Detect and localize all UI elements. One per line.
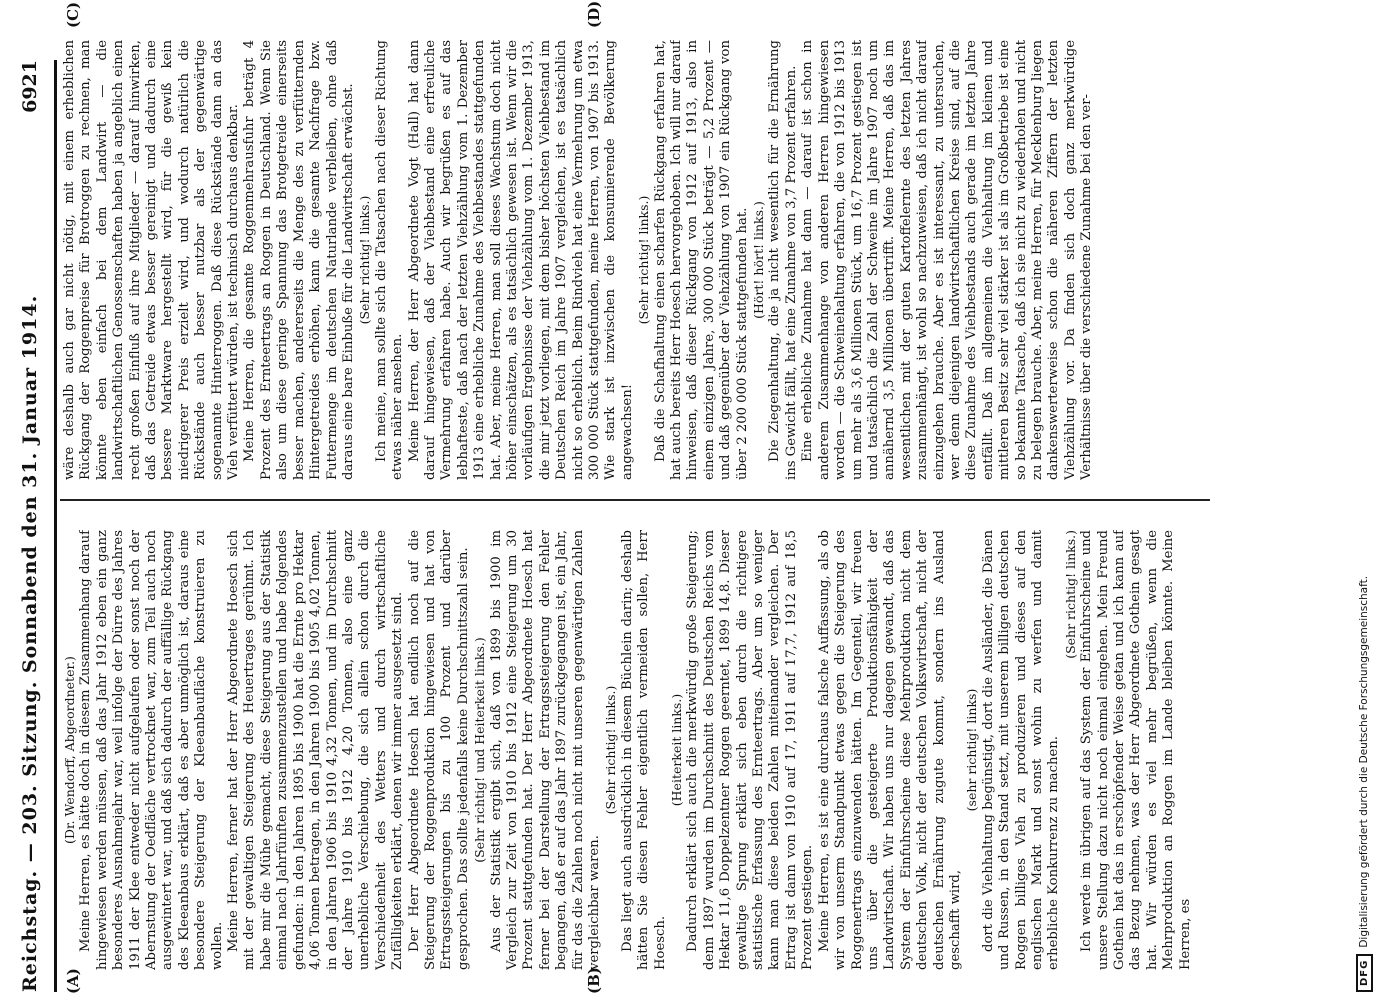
paragraph: Eine erhebliche Zunahme hat dann — darauf ist schon in anderem Zusammenhange von anderen Herren hingewiesen worden — die Schweinehaltung erfahren, die von 1912 bis 1913 um mehr als 3,6 Millionen Stück, um 16,7 Prozent gestiegen ist und tatsächlich die Zahl der Schweine im Jahre 1907 noch um annähernd 3,5 Millionen übertrifft. Meine Herren, daß das im wesentlichen mit der guten Kartoffelernte des letzten Jahres zusammenhängt, ist wohl so nachzuweisen, daß ich nicht darauf einzugehen brauche. Aber es ist interessant, zu untersuchen, wer denn diejenigen landwirtschaftlichen Kreise sind, auf die diese Zunahme des Viehbestands auch gerade im letzten Jahre entfällt. Daß im allgemeinen die Viehhaltung im kleinen und mittleren Besitz sehr viel stärker ist als im Großbetriebe ist eine so bekannte Tatsache, daß ich sie nicht zu wiederholen und nicht zu belegen brauche. Aber, meine Herren, für Mecklenburg liegen dankenswerterweise schon die näheren Ziffern der letzten Viehzählung vor. Da finden sich doch ganz merkwürdige Verhältnisse über die verschiedene Zunahme bei den ver- — [800, 40, 1095, 480]
interjection: (Hört! hört! links.) — [751, 201, 767, 319]
paragraph: Das liegt auch ausdrücklich in diesem Büchlein darin; deshalb hätten Sie diesen Fehler eigentlich vermeiden sollen, Herr Hoesch. — [619, 530, 668, 970]
margin-marker-b: (B) — [585, 967, 603, 994]
header-rule — [54, 60, 57, 992]
paragraph: Meine Herren, ferner hat der Herr Abgeordnete Hoesch sich mit der gewaltigen Steigerung des Heuertrages gerühmt. Ich habe mir die Mühe gemacht, diese Steigerung aus der Statistik einmal nach Jahrfünften zusammenzustellen und habe folgendes gefunden: in den Jahren 1895 bis 1900 hat die Ernte pro Hektar 4,06 Tonnen betragen, in den Jahren 1900 bis 1905 4,02 Tonnen, in den Jahren 1906 bis 1910 4,32 Tonnen, und im Durchschnitt der Jahre 1910 bis 1912 4,20 Tonnen, also eine ganz unerhebliche Verschiebung, die sich allein schon durch die Verschiedenheit des Wetters und durch wirtschaftliche Zufälligkeiten erklärt, denen wir immer ausgesetzt sind. — [226, 530, 406, 970]
page-header — [8, 60, 52, 992]
speaker-tag: (Dr. Wendorff, Abgeordneter.) — [62, 656, 77, 844]
paragraph: Der Herr Abgeordnete Hoesch hat endlich noch auf die Steigerung der Roggenproduktion hingewiesen und hat von Ertragssteigerungen bis zu 100 Prozent und darüber gesprochen. Das sollte jedenfalls keine Durchschnittszahl sein. — [406, 530, 471, 970]
interjection: (Sehr richtig! und Heiterkeit links.) — [472, 637, 488, 863]
interjection: (sehr richtig! links) — [964, 688, 980, 812]
page-number: 6921 — [19, 60, 41, 113]
margin-marker-d: (D) — [585, 0, 603, 28]
paragraph: Meine Herren, die gesamte Roggenmehrausfuhr beträgt 4 Prozent des Ernteertrags an Roggen in Deutschland. Wenn Sie also um diese geringe Spannung das Brotgetreide einerseits besser machen, andererseits die Menge des zu verfütternden Hintergetreides erhöhen, kann die gesamte Nachfrage bzw. Futtermenge im deutschen Naturlande verbleiben, ohne daß daraus eine bare Einbuße für die Landwirtschaft erwächst. — [242, 40, 356, 480]
paragraph: Meine Herren, es ist eine durchaus falsche Auffassung, als ob wir von unserm Standpunkt etwas gegen die Steigerung des Roggenertrags einzuwenden hätten. Im Gegenteil, wir freuen uns über die gesteigerte Produktionsfähigkeit der Landwirtschaft. Wir haben uns nur dagegen gewandt, daß das System der Einfuhrscheine diese Mehrproduktion nicht dem deutschen Volk, nicht der deutschen Volkswirtschaft, nicht der deutschen Ernährung zugute kommt, sondern ins Ausland geschafft wird, — [816, 530, 963, 970]
running-title: Reichstag. — 203. Sitzung. Sonnabend den 31. Januar 1914. — [19, 294, 41, 992]
paragraph: Aus der Statistik ergibt sich, daß von 1899 bis 1900 im Vergleich zur Zeit von 1910 bis 1912 eine Steigerung um 30 Prozent stattgefunden hat. Der Herr Abgeordnete Hoesch hat ferner bei der Darstellung der Ertragssteigerung den Fehler begangen, daß er auf das Jahr 1897 zurückgegangen ist, ein Jahr, für das die Zahlen noch nicht mit unseren gegenwärtigen Zahlen vergleichbar waren. — [488, 530, 602, 970]
dfg-logo: DFG — [1356, 954, 1373, 992]
interjection: (Sehr richtig! links.) — [603, 685, 619, 815]
margin-marker-c: (C) — [64, 1, 82, 28]
interjection: (Sehr richtig! links.) — [1062, 530, 1078, 659]
interjection: (Sehr richtig! links.) — [636, 195, 652, 325]
paragraph: wäre deshalb auch gar nicht nötig, mit einem erheblichen Rückgang der Roggenpreise für Brotroggen zu rechnen, man könnte eben einfach bei dem Landwirt — die landwirtschaftlichen Genossenschaften haben ja angeblich einen recht großen Einfluß auf ihre Mitglieder — darauf hinwirken, daß das Getreide etwas besser gereinigt und dadurch eine bessere Marktware hergestellt wird, für die gewiß kein niedrigerer Preis erzielt wird, und wodurch natürlich die Rückstände auch besser nutzbar als der gegenwärtige sogenannte Hinterroggen. Daß diese Rückstände dann an das Vieh verfüttert würden, ist technisch durchaus denkbar. — [62, 40, 242, 480]
interjection: (Sehr richtig! links.) — [357, 195, 373, 325]
column-divider — [60, 499, 1210, 501]
paragraph: Daß die Schafhaltung einen scharfen Rückgang erfahren hat, hat auch bereits Herr Hoesch hervorgehoben. Ich will nur darauf hinweisen, daß dieser Rückgang von 1912 auf 1913, also in einem einzigen Jahre, 300 000 Stück beträgt — 5,2 Prozent — und daß gegenüber der Viehzählung von 1907 ein Rückgang von über 2 200 000 Stück stattgefunden hat. — [652, 40, 750, 480]
paragraph: Die Ziegenhaltung, die ja nicht wesentlich für die Ernährung ins Gewicht fällt, hat eine Zunahme von 3,7 Prozent erfahren. — [767, 40, 799, 480]
digitization-credit — [1352, 12, 1376, 992]
right-text-column — [62, 40, 1202, 480]
credit-text: Digitalisierung gefördert durch die Deutsche Forschungsgemeinschaft. — [1358, 575, 1370, 948]
paragraph: dort die Viehhaltung begünstigt, dort die Ausländer, die Dänen und Russen, in den Stand setzt, mit unserem billigen deutschen Roggen billiges Vieh zu produzieren und dieses auf den englischen Markt und sonst wohin zu werfen und damit erhebliche Konkurrenz zu machen. — [980, 530, 1062, 970]
paragraph: Meine Herren, der Herr Abgeordnete Vogt (Hall) hat dann darauf hingewiesen, daß der Viehbestand eine erfreuliche Vermehrung erfahren habe. Auch wir begrüßen es auf das lebhafteste, daß nach der letzten Viehzählung vom 1. Dezember 1913 eine erhebliche Zunahme des Viehbestandes stattgefunden hat. Aber, meine Herren, man soll dieses Wachstum doch nicht höher einschätzen, als es tatsächlich gewesen ist. Wenn wir die vorläufigen Ergebnisse der Viehzählung vom 1. Dezember 1913, die mir jetzt vorliegen, mit dem bisher höchsten Viehbestand im Deutschen Reich im Jahre 1907 vergleichen, ist es tatsächlich nicht so erheblich. Beim Rindvieh hat eine Vermehrung um etwa 300 000 Stück stattgefunden, meine Herren, von 1907 bis 1913. Wie stark ist inzwischen die konsumierende Bevölkerung angewachsen! — [406, 40, 635, 480]
interjection: (Heiterkeit links.) — [669, 693, 685, 807]
paragraph: Ich meine, man sollte sich die Tatsachen nach dieser Richtung etwas näher ansehen. — [373, 40, 406, 480]
paragraph: Dadurch erklärt sich auch die merkwürdig große Steigerung; denn 1897 wurden im Durchschnitt des Deutschen Reichs vom Hektar 11,6 Doppelzentner Roggen geerntet, 1899 14,8. Dieser gewaltige Sprung erklärt sich eben durch die richtigere statistische Erfassung des Ernteertrags. Aber um so weniger kann man diese beiden Zahlen miteinander vergleichen. Der Ertrag ist dann von 1910 auf 17, 1911 auf 17,7, 1912 auf 18,5 Prozent gestiegen. — [685, 530, 816, 970]
margin-marker-a: (A) — [64, 968, 82, 994]
paragraph: Ich werde im übrigen auf das System der Einfuhrscheine und unsere Stellung dazu nicht noch einmal eingehen. Mein Freund Gothein hat das in erschöpfender Weise getan und ich kann auf das Bezug nehmen, was der Herr Abgeordnete Gothein gesagt hat. Wir würden es viel mehr begrüßen, wenn die Mehrproduktion an Roggen im Lande bleiben könnte. Meine Herren, es — [1079, 530, 1193, 970]
paragraph: Meine Herren, es hätte doch in diesem Zusammenhang darauf hingewiesen werden müssen, daß das Jahr 1912 eben ein ganz besonderes Ausnahmejahr war, weil infolge der Dürre des Jahres 1911 der Klee entweder nicht aufgelaufen oder sonst noch der Abernstung der Oedfläche vertrocknet war, zum Teil auch noch ausgewintert war, und daß sich dadurch der auffällige Rückgang des Kleeanbaus erklärt, daß es aber unmöglich ist, daraus eine besondere Steigerung der Kleeanbaufläche konstruieren zu wollen. — [78, 530, 225, 970]
left-text-column — [62, 530, 1202, 970]
